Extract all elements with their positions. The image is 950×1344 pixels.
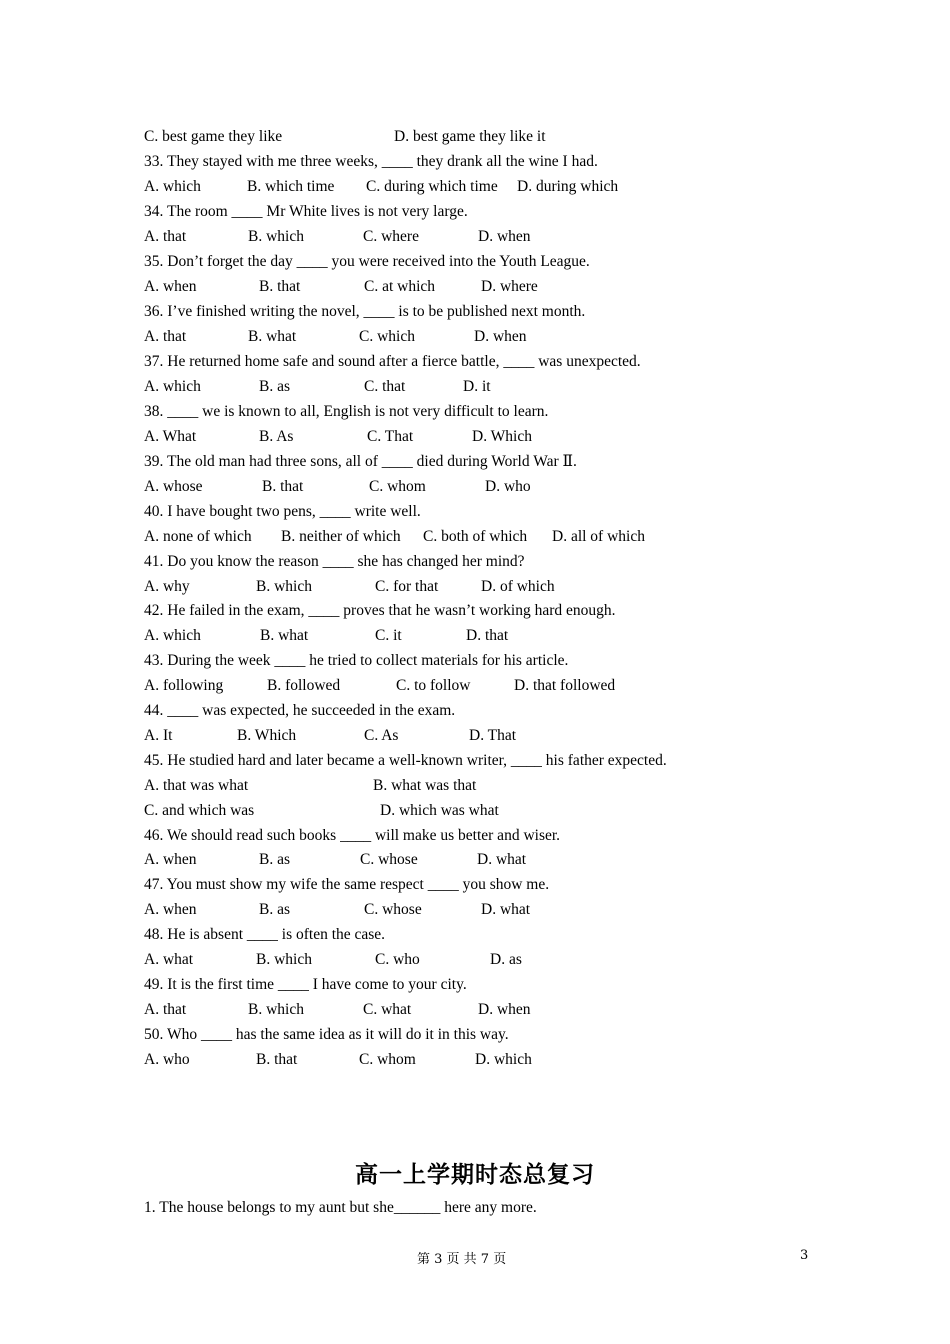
answer-option: C. That <box>367 428 414 445</box>
footer-page-info: 第 3 页 共 7 页 <box>417 1252 507 1267</box>
answer-option: C. during which time <box>366 178 498 195</box>
answer-option: B. that <box>256 1051 298 1068</box>
question: 50. Who ____ has the same idea as it will do it in this way. <box>144 1026 509 1043</box>
answer-option: D. who <box>485 478 531 495</box>
answer-option: C. what <box>363 1001 412 1018</box>
answer-option: C. As <box>364 727 399 744</box>
answer-option: C. whose <box>364 901 422 918</box>
answer-option: D. when <box>478 1001 531 1018</box>
question: 41. Do you know the reason ____ she has changed her mind? <box>144 553 525 570</box>
answer-option: C. whom <box>369 478 426 495</box>
answer-option: B. neither of which <box>281 528 401 545</box>
question: 46. We should read such books ____ will make us better and wiser. <box>144 827 561 844</box>
question: 42. He failed in the exam, ____ proves that he wasn’t working hard enough. <box>144 602 616 619</box>
answer-option: B. that <box>262 478 304 495</box>
answer-option: C. that <box>364 378 406 395</box>
answer-option: C. to follow <box>396 677 471 694</box>
answer-option: D. which <box>475 1051 532 1068</box>
answer-option: B. which <box>256 951 312 968</box>
answer-option: B. as <box>259 378 290 395</box>
answer-option: A. which <box>144 178 201 195</box>
section-title: 高一上学期时态总复习 <box>355 1162 595 1188</box>
answer-option: D. that <box>466 627 509 644</box>
answer-option: D. it <box>463 378 491 395</box>
question: 48. He is absent ____ is often the case. <box>144 926 386 943</box>
answer-options <box>144 950 764 970</box>
answer-options <box>144 327 764 347</box>
answer-options <box>144 726 764 746</box>
answer-option: C. whose <box>360 851 418 868</box>
answer-option: B. what <box>248 328 297 345</box>
answer-options <box>144 676 764 696</box>
answer-option: C. where <box>363 228 419 245</box>
question: 37. He returned home safe and sound after a fierce battle, ____ was unexpected. <box>144 353 641 370</box>
answer-option: D. best game they like it <box>394 128 546 145</box>
answer-options <box>144 127 764 147</box>
answer-option: D. Which <box>472 428 532 445</box>
answer-option: A. that was what <box>144 777 249 794</box>
answer-option: C. and which was <box>144 802 255 819</box>
answer-option: A. when <box>144 278 197 295</box>
answer-option: B. what <box>260 627 309 644</box>
answer-option: A. that <box>144 1001 187 1018</box>
answer-option: D. which was what <box>380 802 499 819</box>
answer-options <box>144 377 764 397</box>
answer-options <box>144 427 764 447</box>
answer-option: A. whose <box>144 478 203 495</box>
answer-options <box>144 1050 764 1070</box>
answer-option: A. none of which <box>144 528 252 545</box>
question: 34. The room ____ Mr White lives is not very large. <box>144 203 468 220</box>
answer-options <box>144 776 764 796</box>
answer-options <box>144 850 764 870</box>
answer-option: D. what <box>481 901 531 918</box>
answer-options <box>144 527 764 547</box>
answer-option: C. it <box>375 627 402 644</box>
answer-options <box>144 277 764 297</box>
answer-option: D. as <box>490 951 522 968</box>
answer-option: A. which <box>144 627 201 644</box>
answer-options <box>144 900 764 920</box>
question: 39. The old man had three sons, all of ____ died during World War Ⅱ. <box>144 453 577 470</box>
answer-option: D. what <box>477 851 527 868</box>
answer-option: A. why <box>144 578 190 595</box>
answer-option: A. following <box>144 677 224 694</box>
answer-option: D. when <box>474 328 527 345</box>
answer-option: B. that <box>259 278 301 295</box>
answer-option: A. that <box>144 328 187 345</box>
question: 38. ____ we is known to all, English is not very difficult to learn. <box>144 403 549 420</box>
question: 49. It is the first time ____ I have come to your city. <box>144 976 467 993</box>
answer-option: D. of which <box>481 578 555 595</box>
answer-option: B. Which <box>237 727 297 744</box>
answer-option: A. It <box>144 727 173 744</box>
answer-option: A. that <box>144 228 187 245</box>
answer-options <box>144 177 764 197</box>
answer-options <box>144 227 764 247</box>
page-number: 3 <box>800 1248 809 1263</box>
answer-option: A. when <box>144 901 197 918</box>
answer-option: C. best game they like <box>144 128 283 145</box>
answer-option: D. during which <box>517 178 619 195</box>
answer-option: B. which time <box>247 178 335 195</box>
answer-option: A. when <box>144 851 197 868</box>
answer-option: C. who <box>375 951 420 968</box>
question: 35. Don’t forget the day ____ you were received into the Youth League. <box>144 253 590 270</box>
answer-option: A. what <box>144 951 194 968</box>
answer-option: C. both of which <box>423 528 528 545</box>
answer-option: C. whom <box>359 1051 416 1068</box>
answer-option: B. as <box>259 851 290 868</box>
answer-option: B. As <box>259 428 294 445</box>
answer-option: B. followed <box>267 677 341 694</box>
question: 45. He studied hard and later became a well-known writer, ____ his father expected. <box>144 752 667 769</box>
answer-option: B. which <box>248 228 304 245</box>
answer-option: D. all of which <box>552 528 645 545</box>
question: 36. I’ve finished writing the novel, ____ is to be published next month. <box>144 303 586 320</box>
answer-options <box>144 577 764 597</box>
answer-options <box>144 626 764 646</box>
question: 47. You must show my wife the same respect ____ you show me. <box>144 876 550 893</box>
answer-option: B. what was that <box>373 777 477 794</box>
answer-option: C. at which <box>364 278 436 295</box>
answer-option: A. What <box>144 428 197 445</box>
answer-option: C. for that <box>375 578 439 595</box>
question: 43. During the week ____ he tried to collect materials for his article. <box>144 652 569 669</box>
answer-option: C. which <box>359 328 415 345</box>
question-1: 1. The house belongs to my aunt but she______ here any more. <box>144 1199 537 1216</box>
question: 33. They stayed with me three weeks, ____ they drank all the wine I had. <box>144 153 598 170</box>
answer-options <box>144 801 764 821</box>
answer-option: D. That <box>469 727 517 744</box>
answer-option: A. which <box>144 378 201 395</box>
answer-option: B. which <box>248 1001 304 1018</box>
answer-option: A. who <box>144 1051 190 1068</box>
answer-option: B. which <box>256 578 312 595</box>
answer-option: D. where <box>481 278 538 295</box>
question: 44. ____ was expected, he succeeded in the exam. <box>144 702 456 719</box>
answer-options <box>144 477 764 497</box>
answer-option: B. as <box>259 901 290 918</box>
question: 40. I have bought two pens, ____ write well. <box>144 503 421 520</box>
answer-option: D. that followed <box>514 677 616 694</box>
answer-options <box>144 1000 764 1020</box>
answer-option: D. when <box>478 228 531 245</box>
